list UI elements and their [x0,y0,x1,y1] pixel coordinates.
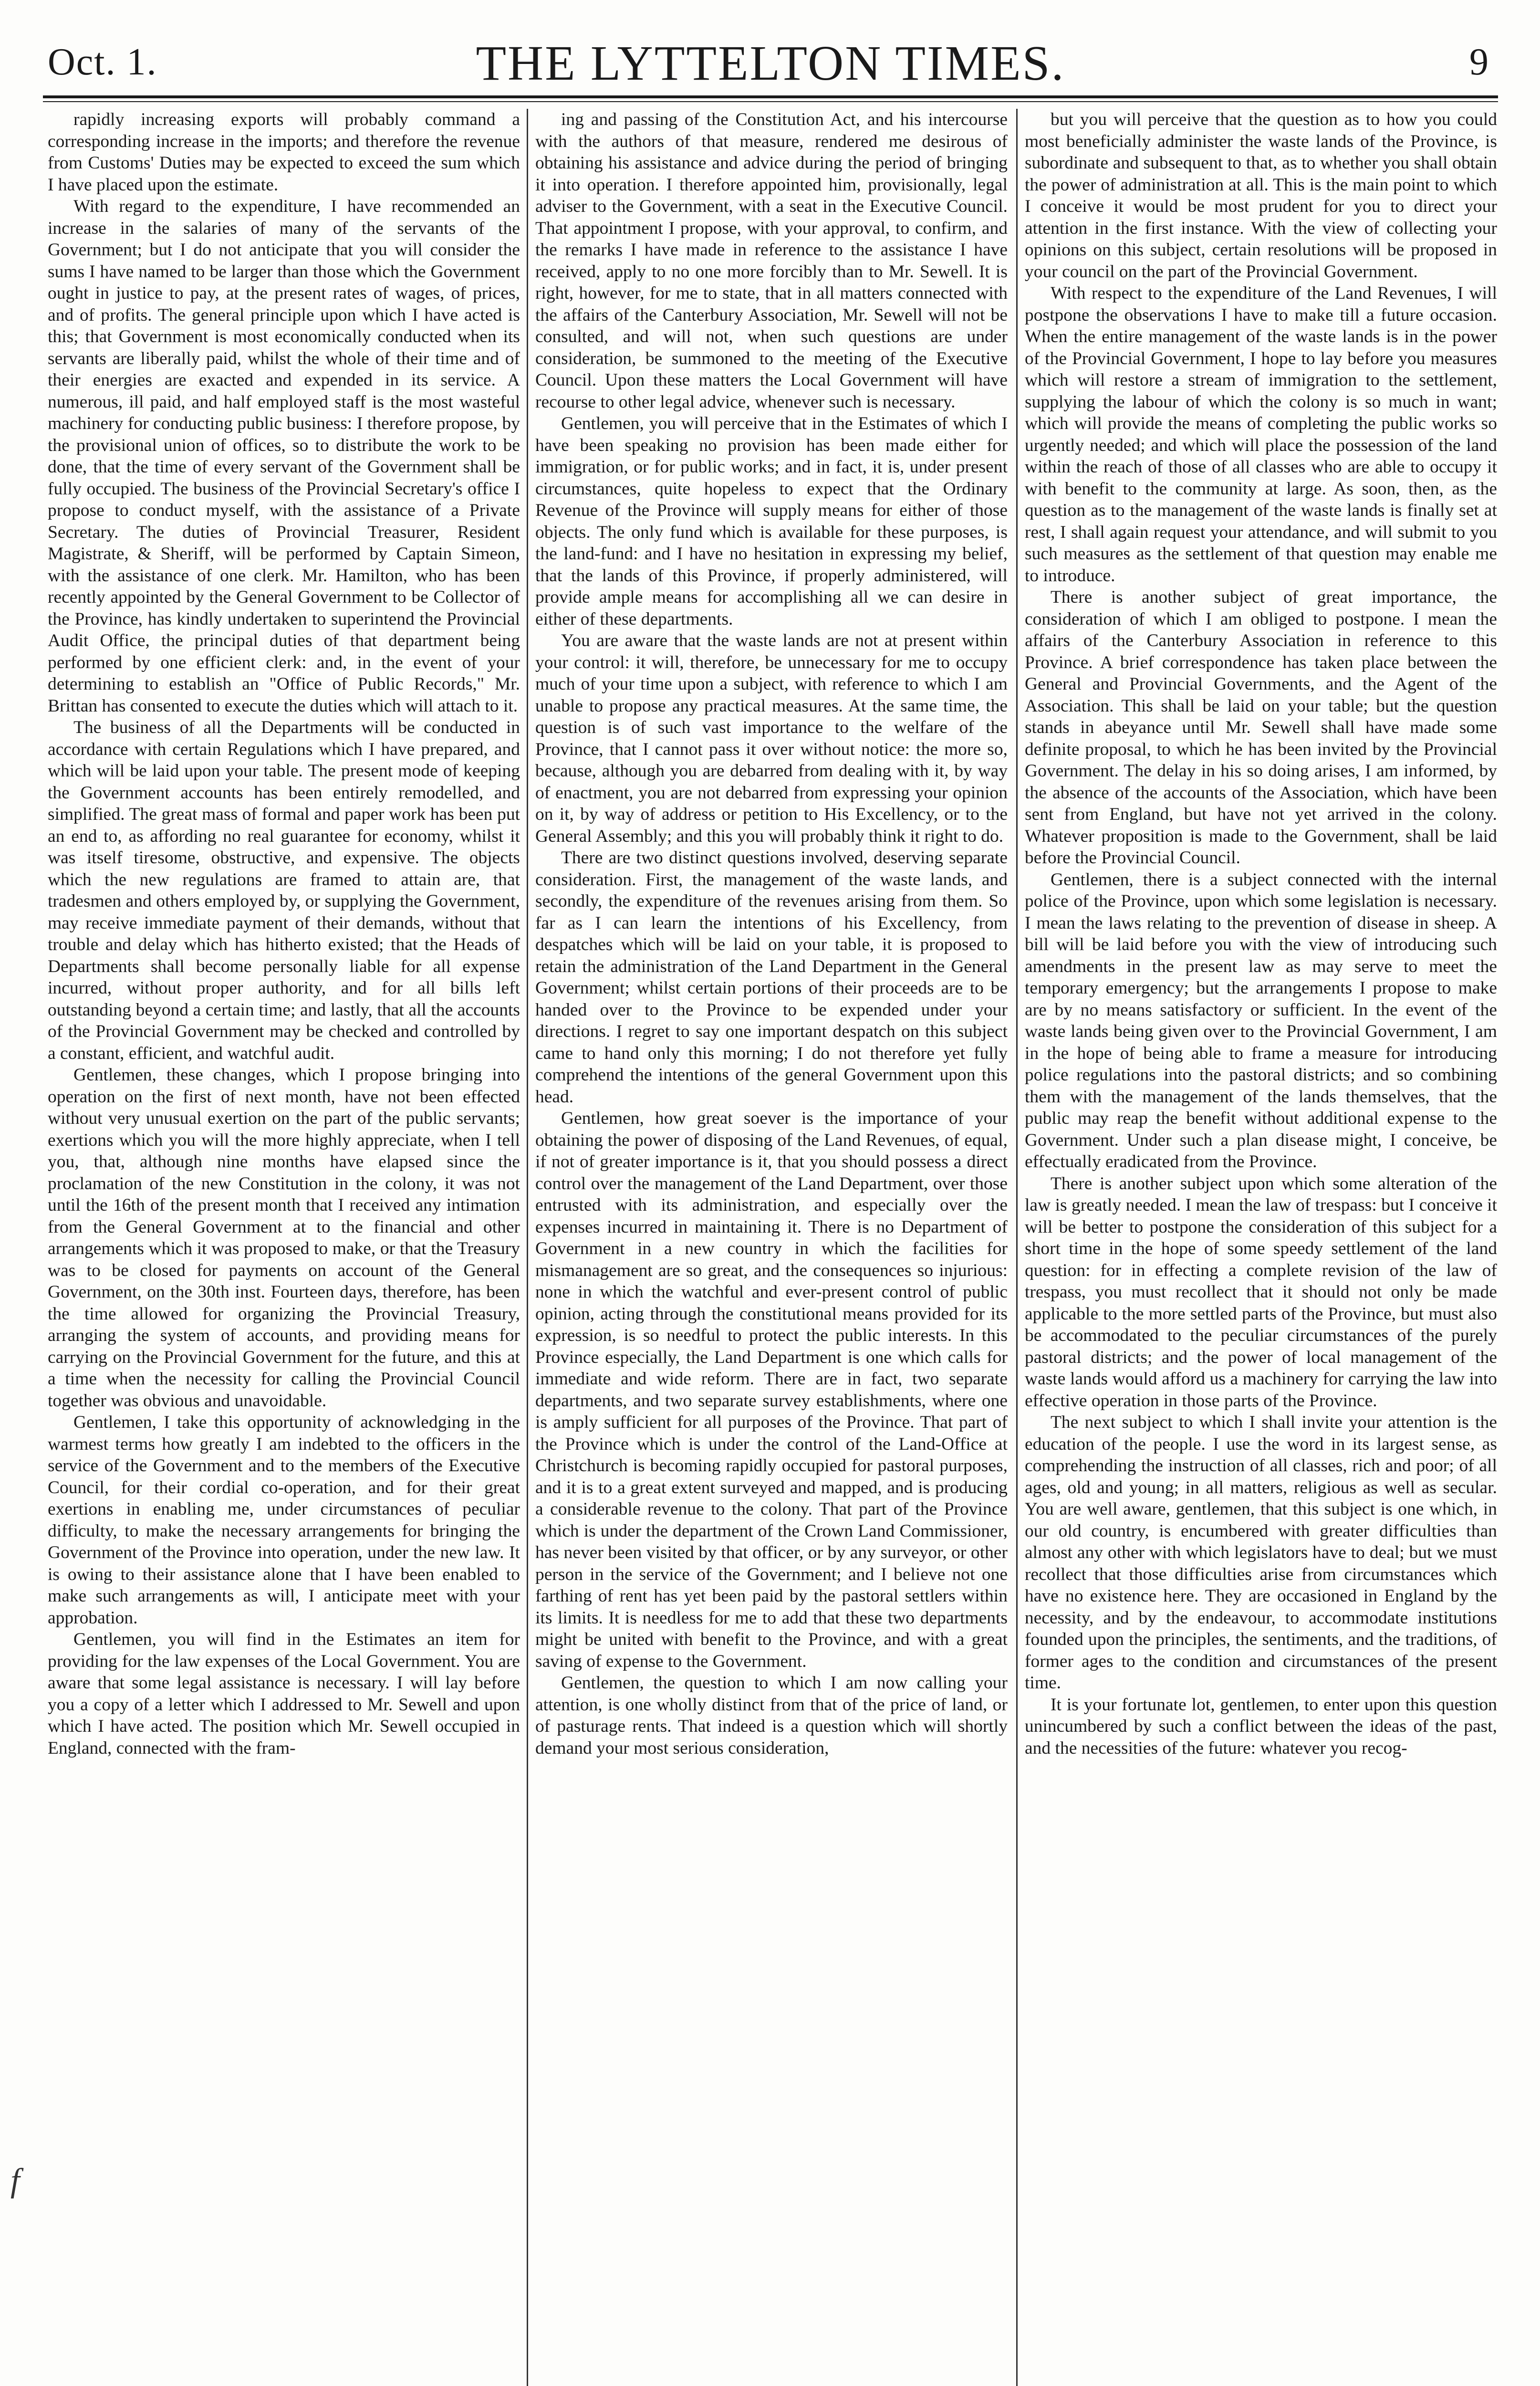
masthead-rule [43,95,1498,98]
page-number: 9 [1469,41,1488,83]
paragraph: You are aware that the waste lands are not at present within your control: it will, therefore, be unnecessary for me to occupy much of your time upon a subject, with reference to which I am unable to propose any practical measures. At the same time, the question is of such vast importance to the welfare of the Province, that I cannot pass it over without notice: the more so, because, although you are debarred from dealing with it, by way of enactment, you are not debarred from expressing your opinion on it, by way of address or petition to His Excellency, or to the General Assembly; and this you will probably think it right to do. [535,631,1008,846]
paragraph: Gentlemen, there is a subject connected with the internal police of the Province, upon which some legislation is necessary. I mean the laws relating to the prevention of disease in sheep. A bill will be laid before you with the view of introducing such amendments in the present law as may serve to meet the temporary emergency; but the arrangements I propose to make are by no means satisfactory or sufficient. In the event of the waste lands being given over to the Provincial Government, I am in the hope of being able to frame a measure for introducing police regulations into the pastoral districts; and so combining them with the management of the lands themselves, that the public may reap the benefit without additional expense to the Government. Under such a plan disease might, I conceive, be effectually eradicated from the Province. [1025,869,1497,1172]
text-column-3 [1025,109,1497,2386]
paragraph: The next subject to which I shall invite your attention is the education of the people. I use the word in its largest sense, as comprehending the instruction of all classes, rich and poor; of all ages, old and young; in all matters, religious as well as secular. You are well aware, gentlemen, that this subject is one which, in our old country, is encumbered with greater difficulties than almost any other with which legislators have to deal; but we must recollect that those difficulties arise from circumstances which have no existence here. They are occasioned in England by the necessity, and by the endeavour, to accommodate institutions founded upon the principles, the sentiments, and the traditions, of former ages to the condition and circumstances of the present time. [1025,1413,1497,1693]
paragraph: Gentlemen, how great soever is the importance of your obtaining the power of disposing of the Land Revenues, of equal, if not of greater importance is it, that you should possess a direct control over the management of the Land Department, over those entrusted with its administration, and especially over the expenses incurred in maintaining it. There is no Department of Government in a new country in which the facilities for mismanagement are so great, and the consequences so injurious: none in which the watchful and ever-present control of public opinion, acting through the constitutional means provided for its expression, is so needful to protect the public interests. In this Province especially, the Land Department is one which calls for immediate and wide reform. There are in fact, two separate departments, and two separate survey establishments, where one is amply sufficient for all purposes of the Province. That part of the Province which is under the control of the Land-Office at Christchurch is becoming rapidly occupied for pastoral purposes, and it is to a great extent surveyed and mapped, and is producing a considerable revenue to the colony. That part of the Province which is under the department of the Crown Land Commissioner, has never been visited by that officer, or by any surveyor, or other person in the service of the Government; and I believe not one farthing of rent has yet been paid by the pastoral settlers within its limits. It is needless for me to add that these two departments might be united with benefit to the Province, and with a great saving of expense to the Government. [535,1109,1008,1671]
paragraph: but you will perceive that the question as to how you could most beneficially administer the waste lands of the Province, is subordinate and subsequent to that, as to whether you shall obtain the power of administration at all. This is the main point to which I conceive it would be most prudent for you to direct your attention in the first instance. With the view of collecting your opinions on this subject, certain resolutions will be proposed in your council on the part of the Provincial Government. [1025,110,1497,282]
masthead-rule-thin [43,101,1498,102]
paragraph: There is another subject of great importance, the consideration of which I am obliged to postpone. I mean the affairs of the Canterbury Association in reference to this Province. A brief correspondence has taken place between the General and Provincial Governments, and the Agent of the Association. This shall be laid on your table; but the question stands in abeyance until Mr. Sewell shall have made some definite proposal, to which he has been invited by the Provincial Government. The delay in his so doing arises, I am informed, by the absence of the accounts of the Association, which have been sent from England, but have not yet arrived in the colony. Whatever proposition is made to the Government, shall be laid before the Provincial Council. [1025,587,1497,868]
paragraph: Gentlemen, the question to which I am now calling your attention, is one wholly distinct from that of the price of land, or of pasturage rents. That indeed is a question which will shortly demand your most serious consideration, [535,1673,1008,1758]
column-divider [527,109,528,2386]
paragraph: With regard to the expenditure, I have recommended an increase in the salaries of many of the servants of the Government; but I do not anticipate that you will consider the sums I have named to be larger than those which the Government ought in justice to pay, at the present rates of wages, of prices, and of profits. The general principle upon which I have acted is this; that Government is most economically conducted when its servants are liberally paid, whilst the whole of their time and of their energies are exacted and expended in its service. A numerous, ill paid, and half employed staff is the most wasteful machinery for conducting public business: I therefore propose, by the provisional union of offices, so to distribute the work to be done, that the time of every servant of the Government shall be fully occupied. The business of the Provincial Secretary's office I propose to conduct myself, with the assistance of a Private Secretary. The duties of Provincial Treasurer, Resident Magistrate, & Sheriff, will be performed by Captain Simeon, with the assistance of one clerk. Mr. Hamilton, who has been recently appointed by the General Government to be Collector of the Province, has kindly undertaken to superintend the Provincial Audit Office, the principal duties of that department being performed by one efficient clerk: and, in the event of your determining to establish an "Office of Public Records," Mr. Brittan has consented to execute the duties which will attach to it. [48,197,520,716]
paragraph: The business of all the Departments will be conducted in accordance with certain Regulations which I have prepared, and which will be laid upon your table. The present mode of keeping the Government accounts has been entirely remodelled, and simplified. The great mass of formal and paper work has been put an end to, as affording no real guarantee for economy, whilst it was itself tiresome, obstructive, and expensive. The objects which the new regulations are framed to attain are, that tradesmen and others employed by, or supplying the Government, may receive immediate payment of their demands, without that trouble and delay which has hitherto existed; that the Heads of Departments shall become personally liable for all expense incurred, without proper authority, and for all bills left outstanding beyond a certain time; and lastly, that all the accounts of the Provincial Government may be checked and controlled by a constant, efficient, and watchful audit. [48,718,520,1063]
paragraph: ing and passing of the Constitution Act, and his intercourse with the authors of that measure, rendered me desirous of obtaining his assistance and advice during the period of bringing it into operation. I therefore appointed him, provisionally, legal adviser to the Government, with a seat in the Executive Council. That appointment I propose, with your approval, to confirm, and the remarks I have made in reference to the assistance I have received, apply to no one more forcibly than to Mr. Sewell. It is right, however, for me to state, that in all matters connected with the affairs of the Canterbury Association, Mr. Sewell will not be consulted, and will not, when such questions are under consideration, be summoned to the meeting of the Executive Council. Upon these matters the Local Government will have recourse to other legal advice, whenever such is necessary. [535,110,1008,412]
paragraph: rapidly increasing exports will probably command a corresponding increase in the imports; and therefore the revenue from Customs' Duties may be expected to exceed the sum which I have placed upon the estimate. [48,110,520,195]
masthead [43,26,1498,98]
paragraph: It is your fortunate lot, gentlemen, to enter upon this question unincumbered by such a conflict between the ideas of the past, and the necessities of the future: whatever you recog- [1025,1695,1497,1758]
issue-date: Oct. 1. [48,41,157,83]
paragraph: There are two distinct questions involved, deserving separate consideration. First, the management of the waste lands, and secondly, the expenditure of the revenues arising from them. So far as I can learn the intentions of his Excellency, from despatches which will be laid on your table, it is proposed to retain the administration of the Land Department in the General Government; whilst certain portions of their proceeds are to be handed over to the Province to be expended under your directions. I regret to say one important despatch on this subject came to hand only this morning; I do not therefore yet fully comprehend the intentions of the general Government upon this head. [535,848,1008,1107]
paragraph: Gentlemen, these changes, which I propose bringing into operation on the first of next month, have not been effected without very unusual exertion on the part of the public servants; exertions which you will the more highly appreciate, when I tell you, that, although nine months have elapsed since the proclamation of the new Constitution in the colony, it was not until the 16th of the present month that I received any intimation from the General Government at to the financial and other arrangements which it was proposed to make, or that the Treasury was to be closed for payments on account of the General Government, on the 30th inst. Fourteen days, therefore, has been the time allowed for organizing the Provincial Treasury, arranging the system of accounts, and providing means for carrying on the Provincial Government for the future, and this at a time when the necessity for calling the Provincial Council together was obvious and unavoidable. [48,1065,520,1411]
paragraph: Gentlemen, I take this opportunity of acknowledging in the warmest terms how greatly I am indebted to the officers in the service of the Government and to the members of the Executive Council, for their cordial co-operation, and for their great exertions in enabling me, under circumstances of peculiar difficulty, to make the necessary arrangements for bringing the Government of the Province into operation, under the new law. It is owing to their assistance alone that I have been enabled to make such arrangements as will, I anticipate meet with your approbation. [48,1413,520,1628]
paragraph: There is another subject upon which some alteration of the law is greatly needed. I mean the law of trespass: but I conceive it will be better to postpone the consideration of this subject for a short time in the hope of some speedy settlement of the land question: for in effecting a complete revision of the law of trespass, you must recollect that it should not only be made applicable to the more settled parts of the Province, but must also be accommodated to the peculiar circumstances of the purely pastoral districts; and the power of local management of the waste lands would afford us a machinery for carrying the law into effective operation in those parts of the Province. [1025,1173,1497,1411]
text-column-1 [48,109,520,2386]
newspaper-title: THE LYTTELTON TIMES. [476,36,1065,91]
margin-annotation: f [10,2162,20,2199]
paragraph: With respect to the expenditure of the Land Revenues, I will postpone the observations I have to make till a future occasion. When the entire management of the waste lands is in the power of the Provincial Government, I hope to lay before you measures which will restore a stream of immigration to the settlement, supplying the labour of which the colony is so much in want; which will provide the means of completing the public works so urgently needed; and which will place the possession of the land within the reach of those of all classes who are able to occupy it with benefit to the community at large. As soon, then, as the question as to the management of the waste lands is finally set at rest, I shall again request your attendance, and will submit to you such measures as the settlement of that question may enable me to introduce. [1025,283,1497,586]
paragraph: Gentlemen, you will perceive that in the Estimates of which I have been speaking no provision has been made either for immigration, or for public works; and in fact, it is, under present circumstances, quite hopeless to expect that the Ordinary Revenue of the Province will supply means for either of those objects. The only fund which is available for these purposes, is the land-fund: and I have no hesitation in expressing my belief, that the lands of this Province, if properly administered, will provide ample means for accomplishing all we can desire in either of these departments. [535,414,1008,629]
column-divider [1016,109,1018,2386]
text-column-2 [535,109,1008,2386]
paragraph: Gentlemen, you will find in the Estimates an item for providing for the law expenses of the Local Government. You are aware that some legal assistance is necessary. I will lay before you a copy of a letter which I addressed to Mr. Sewell and upon which I have acted. The position which Mr. Sewell occupied in England, connected with the fram- [48,1630,520,1758]
